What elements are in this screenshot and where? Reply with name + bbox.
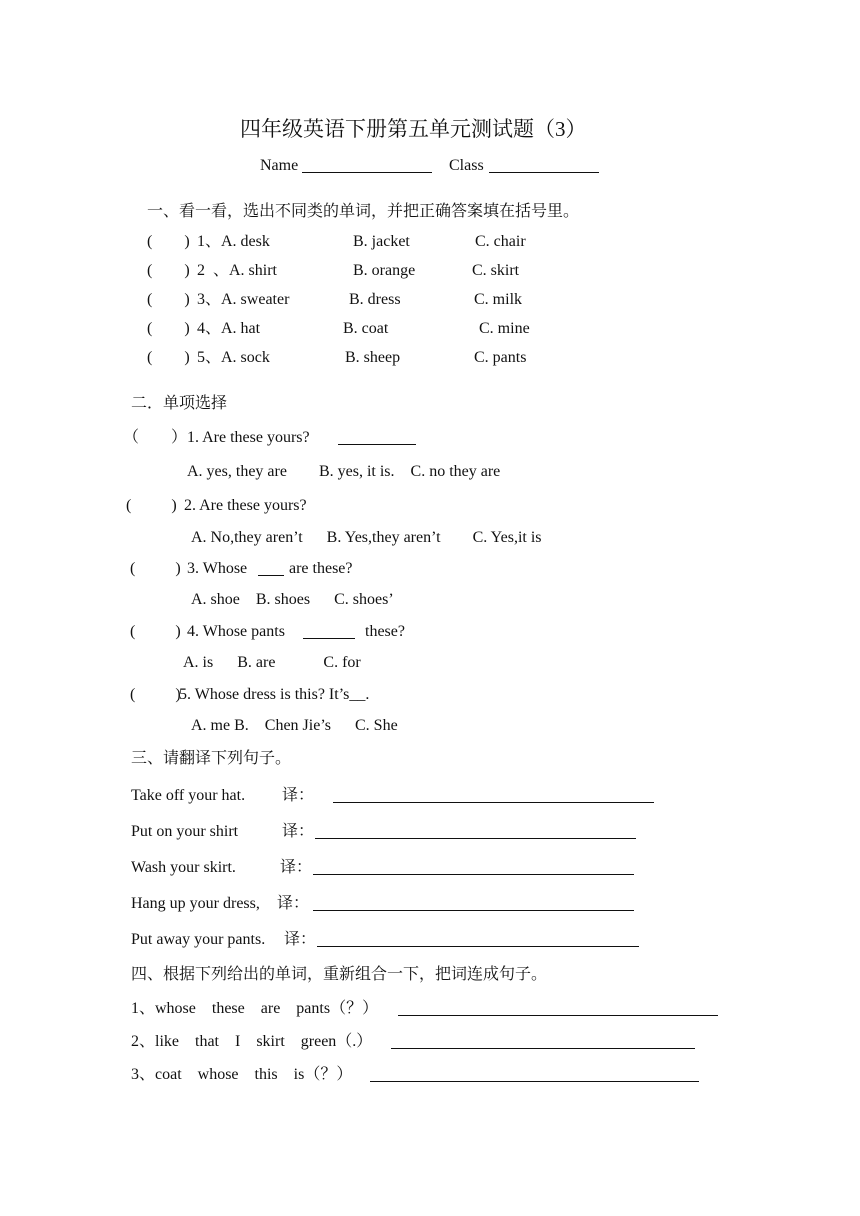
answer-blank[interactable] [258, 575, 284, 576]
option-b: B. dress [349, 291, 401, 308]
question-text: 1. Are these yours? [187, 429, 310, 446]
question-text: 5. Whose dress is this? It’s__. [179, 686, 370, 703]
answer-paren[interactable]: ( ) [126, 497, 177, 514]
answer-paren[interactable]: ( ) [147, 320, 190, 337]
question-options: A. No,they aren’t B. Yes,they aren’t C. Yes,it is [191, 529, 542, 546]
question-options: A. shoe B. shoes C. shoes’ [191, 591, 394, 608]
answer-line[interactable] [398, 1015, 718, 1016]
answer-paren[interactable]: ( ) [147, 349, 190, 366]
option-a: 5、A. sock [197, 349, 270, 366]
question-text: are these? [289, 560, 353, 577]
answer-line[interactable] [313, 874, 634, 875]
answer-line[interactable] [317, 946, 639, 947]
question-options: A. me B. Chen Jie’s C. She [191, 717, 398, 734]
answer-paren[interactable]: ( ) [147, 233, 190, 250]
answer-paren[interactable]: ( ) [147, 291, 190, 308]
sentence-text: Hang up your dress, [131, 895, 260, 912]
option-b: B. orange [353, 262, 416, 279]
sentence-text: Put away your pants. [131, 931, 266, 948]
question-options: A. yes, they are B. yes, it is. C. no they are [187, 463, 501, 480]
section4-heading: 四、根据下列给出的单词，重新组合一下，把词连成句子。 [131, 966, 548, 983]
translate-label: 译： [277, 895, 310, 912]
question-text: these? [365, 623, 405, 640]
answer-paren[interactable]: ( ) [147, 262, 190, 279]
name-label: Name [260, 157, 299, 174]
option-b: B. sheep [345, 349, 401, 366]
question-text: 3. Whose [187, 560, 248, 577]
question-text: 4. Whose pants [187, 623, 285, 640]
answer-line[interactable] [313, 910, 634, 911]
option-b: B. coat [343, 320, 389, 337]
question-options: A. is B. are C. for [183, 654, 361, 671]
option-c: C. mine [479, 320, 530, 337]
translate-label: 译： [280, 859, 313, 876]
name-blank[interactable] [302, 172, 432, 173]
section2-heading: 二．单项选择 [131, 395, 228, 412]
option-c: C. milk [474, 291, 523, 308]
option-a: 4、A. hat [197, 320, 261, 337]
answer-paren[interactable]: （ ） [123, 429, 188, 446]
answer-line[interactable] [315, 838, 636, 839]
option-c: C. skirt [472, 262, 520, 279]
option-b: B. jacket [353, 233, 410, 250]
translate-label: 译： [284, 931, 317, 948]
option-c: C. pants [474, 349, 527, 366]
option-a: 2 、A. shirt [197, 262, 278, 279]
answer-paren[interactable]: ( ) [130, 560, 181, 577]
option-a: 1、A. desk [197, 233, 270, 250]
section3-heading: 三、请翻译下列句子。 [131, 750, 292, 767]
sentence-text: Take off your hat. [131, 787, 246, 804]
translate-label: 译： [282, 823, 315, 840]
scrambled-words: 1、whose these are pants（？） [131, 1000, 379, 1017]
answer-paren[interactable]: ( ) [130, 686, 181, 703]
page-title: 四年级英语下册第五单元测试题（3） [240, 117, 587, 141]
option-a: 3、A. sweater [197, 291, 290, 308]
answer-blank[interactable] [338, 444, 416, 445]
section1-heading: 一、看一看，选出不同类的单词，并把正确答案填在括号里。 [147, 203, 580, 220]
answer-paren[interactable]: ( ) [130, 623, 181, 640]
class-blank[interactable] [489, 172, 599, 173]
class-label: Class [449, 157, 484, 174]
answer-line[interactable] [333, 802, 654, 803]
sentence-text: Wash your skirt. [131, 859, 236, 876]
question-text: 2. Are these yours? [184, 497, 307, 514]
answer-line[interactable] [370, 1081, 699, 1082]
sentence-text: Put on your shirt [131, 823, 239, 840]
answer-line[interactable] [391, 1048, 695, 1049]
answer-blank[interactable] [303, 638, 355, 639]
scrambled-words: 2、like that I skirt green（.） [131, 1033, 373, 1050]
option-c: C. chair [475, 233, 526, 250]
scrambled-words: 3、coat whose this is（？） [131, 1066, 353, 1083]
translate-label: 译： [282, 787, 315, 804]
